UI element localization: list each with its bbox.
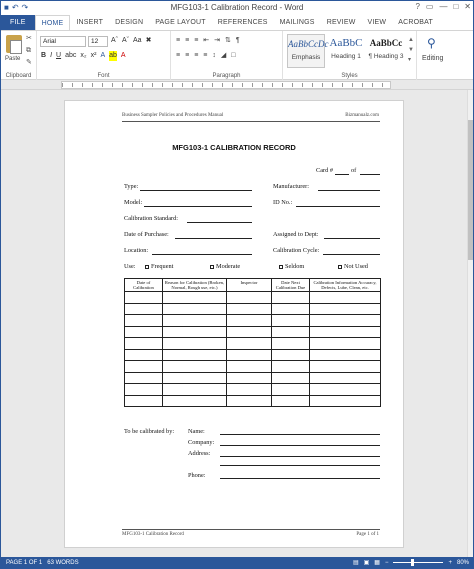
calibration-cycle-line[interactable] — [323, 254, 380, 255]
table-cell[interactable] — [310, 384, 381, 396]
clipboard-group — [1, 31, 37, 80]
font-label: Font — [97, 73, 110, 79]
ruler-tick — [212, 83, 213, 87]
close-icon[interactable]: ✕ — [464, 2, 471, 11]
footer-rule — [122, 529, 380, 530]
name-line[interactable] — [220, 434, 380, 435]
assigned-to-line[interactable] — [324, 238, 380, 239]
footer-left: MFG103-1 Calibration Record — [122, 532, 184, 537]
table-cell[interactable] — [163, 372, 227, 384]
ruler-tick — [262, 83, 263, 87]
ruler-tick — [142, 83, 143, 87]
checkbox-icon[interactable] — [279, 265, 283, 269]
table-cell[interactable] — [310, 349, 381, 361]
table-cell[interactable] — [163, 303, 227, 315]
header-right: Bizmanualz.com — [345, 113, 379, 118]
table-header-row — [125, 279, 381, 292]
id-label: ID No.: — [273, 199, 293, 206]
paragraph-row-1 — [176, 36, 240, 46]
table-cell[interactable] — [272, 384, 310, 396]
increase-indent-icon[interactable]: ⇥ — [214, 37, 221, 44]
ruler-tick — [232, 83, 233, 87]
ruler-tick — [102, 83, 103, 87]
checkbox-icon[interactable] — [145, 265, 149, 269]
table-cell[interactable] — [310, 372, 381, 384]
table-cell[interactable] — [227, 384, 272, 396]
table-cell[interactable] — [125, 303, 163, 315]
tab-references[interactable]: REFERENCES — [217, 19, 268, 26]
style-name: Emphasis — [291, 54, 321, 61]
table-cell[interactable] — [227, 349, 272, 361]
multilevel-list-icon[interactable]: ≡ — [194, 37, 199, 44]
table-row — [125, 292, 381, 304]
table-cell[interactable] — [272, 315, 310, 327]
table-cell[interactable] — [272, 326, 310, 338]
table-cell[interactable] — [227, 303, 272, 315]
table-cell[interactable] — [163, 395, 227, 407]
header-rule — [122, 121, 380, 122]
column-header: Calibration Information Accuracy, Defects, Lube, Clean, etc. — [310, 279, 381, 292]
bullets-icon[interactable]: ≡ — [176, 37, 181, 44]
style-sample: AaBbCc — [369, 38, 403, 48]
use-option-label: Frequent — [151, 263, 174, 270]
checkbox-icon[interactable] — [210, 265, 214, 269]
window-controls — [415, 2, 471, 11]
document-page[interactable] — [64, 100, 404, 548]
styles-label: Styles — [341, 73, 358, 79]
table-cell[interactable] — [125, 338, 163, 350]
ruler-tick — [72, 83, 73, 87]
style-name: Heading 1 — [331, 53, 361, 60]
editing-button[interactable]: Editing — [422, 55, 444, 62]
column-header: Date Next Calibration Due — [272, 279, 310, 292]
checkbox-icon[interactable] — [338, 265, 342, 269]
ruler-tick — [112, 83, 113, 87]
table-row — [125, 349, 381, 361]
table-row — [125, 361, 381, 373]
ribbon-tabs — [1, 15, 473, 30]
card-number-line[interactable] — [335, 174, 349, 175]
phone-label: Phone: — [188, 472, 206, 479]
print-layout-icon[interactable]: ▣ — [363, 560, 370, 566]
use-option-not-used[interactable] — [338, 263, 368, 270]
manufacturer-label: Manufacturer: — [273, 183, 310, 190]
ribbon — [1, 30, 473, 80]
table-cell[interactable] — [310, 303, 381, 315]
word-count[interactable]: 63 WORDS — [47, 559, 79, 566]
document-title: MFG103-1 CALIBRATION RECORD — [172, 143, 296, 152]
use-option-frequent[interactable] — [145, 263, 173, 270]
borders-icon[interactable]: □ — [231, 52, 236, 59]
chevron-up-icon[interactable]: ▲ — [408, 37, 414, 43]
id-line[interactable] — [296, 206, 380, 207]
change-case-icon[interactable]: Aa — [133, 37, 142, 44]
company-line[interactable] — [220, 445, 380, 446]
table-row — [125, 338, 381, 350]
table-cell[interactable] — [272, 338, 310, 350]
tab-design[interactable]: DESIGN — [115, 19, 144, 26]
footer-right: Page 1 of 1 — [356, 532, 379, 537]
table-cell[interactable] — [125, 349, 163, 361]
font-size-controls — [111, 36, 151, 46]
tab-view[interactable]: VIEW — [367, 19, 387, 26]
ruler-tick — [132, 83, 133, 87]
scrollbar-thumb[interactable] — [468, 120, 473, 260]
font-size-dropdown[interactable]: 12 — [88, 36, 108, 47]
header-left: Business Sampler Policies and Procedures Manual — [122, 113, 224, 118]
table-cell[interactable] — [310, 292, 381, 304]
style-heading-1[interactable] — [327, 34, 365, 68]
table-cell[interactable] — [125, 372, 163, 384]
assigned-to-label: Assigned to Dept: — [273, 231, 319, 238]
decrease-indent-icon[interactable]: ⇤ — [203, 37, 210, 44]
table-cell[interactable] — [272, 372, 310, 384]
table-cell[interactable] — [163, 292, 227, 304]
editing-group — [417, 31, 457, 80]
cut-icon[interactable]: ✂ — [26, 35, 32, 42]
font-group — [37, 31, 171, 80]
manufacturer-line[interactable] — [318, 190, 380, 191]
ruler-tick — [292, 83, 293, 87]
table-row — [125, 315, 381, 327]
date-of-purchase-line[interactable] — [175, 238, 252, 239]
ruler-tick — [342, 83, 343, 87]
card-of-label: of — [351, 167, 357, 174]
table-body — [125, 292, 381, 407]
table-cell[interactable] — [125, 384, 163, 396]
style-emphasis[interactable] — [287, 34, 329, 68]
zoom-slider[interactable] — [393, 562, 443, 563]
address-line-2[interactable] — [220, 465, 380, 466]
italic-icon[interactable]: I — [50, 52, 53, 59]
styles-group — [283, 31, 417, 80]
style-name: ¶ Heading 3 — [368, 53, 404, 60]
ruler-tick — [372, 83, 373, 87]
clear-formatting-icon[interactable]: ✖ — [145, 37, 152, 44]
format-painter-icon[interactable]: ✎ — [26, 59, 32, 66]
table-cell[interactable] — [227, 361, 272, 373]
redo-icon[interactable]: ↷ — [21, 3, 29, 12]
read-mode-icon[interactable]: ▤ — [352, 560, 359, 566]
tab-page-layout[interactable]: PAGE LAYOUT — [155, 19, 206, 26]
table-cell[interactable] — [272, 303, 310, 315]
type-line[interactable] — [140, 190, 252, 191]
table-cell[interactable] — [227, 326, 272, 338]
ruler-tick — [152, 83, 153, 87]
view-controls — [353, 559, 473, 566]
justify-icon[interactable]: ≡ — [203, 52, 208, 59]
web-layout-icon[interactable]: ▦ — [374, 560, 380, 566]
calibration-standard-line[interactable] — [187, 222, 252, 223]
clipboard-label: Clipboard — [5, 73, 32, 79]
ruler-tick — [362, 83, 363, 87]
calibration-table — [124, 278, 381, 407]
zoom-slider-thumb[interactable] — [411, 559, 414, 566]
ruler-tick — [222, 83, 223, 87]
help-icon[interactable]: ? — [415, 2, 420, 11]
table-cell[interactable] — [163, 349, 227, 361]
more-styles-icon[interactable]: ▾ — [408, 57, 412, 63]
ruler-tick — [382, 83, 383, 87]
ruler-tick — [172, 83, 173, 87]
document-workspace — [1, 90, 467, 557]
bold-icon[interactable]: B — [41, 52, 47, 59]
styles-scroll — [408, 36, 414, 64]
ruler-tick — [322, 83, 323, 87]
tab-mailings[interactable]: MAILINGS — [279, 19, 315, 26]
ruler-tick — [192, 83, 193, 87]
sort-icon[interactable]: ⇅ — [225, 37, 231, 44]
table-row — [125, 384, 381, 396]
status-bar — [1, 557, 473, 568]
table-cell[interactable] — [227, 338, 272, 350]
show-marks-icon[interactable]: ¶ — [235, 37, 240, 44]
column-header: Reason for Calibration (Broken, Normal, Rough use, etc.) — [163, 279, 227, 292]
use-option-seldom[interactable] — [279, 263, 304, 270]
font-format-row — [41, 51, 126, 61]
horizontal-ruler[interactable] — [61, 81, 391, 89]
address-line-1[interactable] — [220, 456, 380, 457]
table-cell[interactable] — [125, 395, 163, 407]
table-cell[interactable] — [227, 315, 272, 327]
table-cell[interactable] — [272, 395, 310, 407]
ruler-tick — [252, 83, 253, 87]
location-line[interactable] — [152, 254, 252, 255]
table-cell[interactable] — [163, 326, 227, 338]
table-cell[interactable] — [272, 292, 310, 304]
numbering-icon[interactable]: ≡ — [185, 37, 190, 44]
table-cell[interactable] — [310, 315, 381, 327]
table-cell[interactable] — [125, 326, 163, 338]
address-label: Address: — [188, 450, 211, 457]
shrink-font-icon[interactable]: Aˇ — [122, 37, 129, 44]
undo-icon[interactable]: ↶ — [11, 3, 19, 12]
font-color-icon[interactable]: A — [120, 52, 126, 59]
ruler-area — [1, 80, 473, 90]
ruler-tick — [202, 83, 203, 87]
style-sample: AaBbCcDc — [288, 39, 329, 49]
ruler-tick — [352, 83, 353, 87]
underline-icon[interactable]: U — [56, 52, 62, 59]
name-label: Name: — [188, 428, 205, 435]
use-option-label: Moderate — [216, 263, 241, 270]
superscript-icon[interactable]: x² — [90, 52, 97, 59]
table-cell[interactable] — [125, 292, 163, 304]
use-label: Use: — [124, 263, 136, 270]
page-count[interactable]: PAGE 1 OF 1 — [6, 559, 43, 566]
font-name-dropdown[interactable]: Arial — [40, 36, 86, 47]
ruler-tick — [302, 83, 303, 87]
ruler-tick — [62, 83, 63, 87]
table-row — [125, 372, 381, 384]
table-cell[interactable] — [310, 395, 381, 407]
calibrated-by-label: To be calibrated by: — [124, 428, 175, 435]
align-left-icon[interactable]: ≡ — [176, 52, 181, 59]
table-cell[interactable] — [163, 315, 227, 327]
table-cell[interactable] — [227, 372, 272, 384]
paragraph-label: Paragraph — [212, 73, 241, 79]
column-header: Date of Calibration — [125, 279, 163, 292]
use-option-moderate[interactable] — [210, 263, 240, 270]
minimize-icon[interactable]: — — [439, 2, 448, 11]
table-cell[interactable] — [272, 349, 310, 361]
table-cell[interactable] — [310, 361, 381, 373]
ruler-tick — [182, 83, 183, 87]
ribbon-display-icon[interactable]: ▭ — [425, 2, 434, 11]
save-icon[interactable]: ■ — [4, 3, 9, 12]
phone-line[interactable] — [220, 478, 380, 479]
zoom-level[interactable]: 80% — [456, 559, 469, 566]
table-row — [125, 303, 381, 315]
company-label: Company: — [188, 439, 215, 446]
column-header: Inspector — [227, 279, 272, 292]
table-row — [125, 326, 381, 338]
vertical-scrollbar[interactable] — [467, 90, 473, 557]
ruler-tick — [162, 83, 163, 87]
title-bar — [1, 1, 473, 15]
ruler-tick — [82, 83, 83, 87]
table-cell[interactable] — [163, 338, 227, 350]
maximize-icon[interactable]: □ — [453, 2, 459, 11]
copy-icon[interactable]: ⧉ — [26, 47, 31, 54]
paste-icon[interactable] — [6, 35, 22, 53]
zoom-in-icon[interactable]: + — [448, 559, 452, 566]
subscript-icon[interactable]: x₂ — [80, 52, 87, 59]
style-sample: AaBbC — [329, 37, 363, 49]
tab-acrobat[interactable]: ACROBAT — [398, 19, 433, 26]
window-title: MFG103-1 Calibration Record - Word — [170, 3, 304, 12]
calibration-cycle-label: Calibration Cycle: — [273, 247, 320, 254]
tab-insert[interactable]: INSERT — [76, 19, 104, 26]
type-label: Type: — [124, 183, 139, 190]
tab-home[interactable]: HOME — [35, 15, 71, 30]
model-line[interactable] — [144, 206, 252, 207]
ruler-tick — [92, 83, 93, 87]
tab-file[interactable]: FILE — [1, 15, 35, 30]
zoom-out-icon[interactable]: − — [384, 559, 389, 566]
ruler-tick — [312, 83, 313, 87]
ruler-tick — [272, 83, 273, 87]
align-right-icon[interactable]: ≡ — [194, 52, 199, 59]
table-cell[interactable] — [125, 315, 163, 327]
tab-review[interactable]: REVIEW — [326, 19, 356, 26]
table-row — [125, 395, 381, 407]
ruler-tick — [332, 83, 333, 87]
table-cell[interactable] — [310, 338, 381, 350]
table-cell[interactable] — [227, 395, 272, 407]
shading-icon[interactable]: ◢ — [220, 52, 227, 59]
highlight-icon[interactable]: ab — [109, 52, 117, 59]
ruler-tick — [122, 83, 123, 87]
ruler-tick — [242, 83, 243, 87]
clipboard-mini-icons — [26, 35, 32, 67]
date-of-purchase-label: Date of Purchase: — [124, 231, 169, 238]
chevron-down-icon[interactable]: ▼ — [408, 47, 414, 53]
line-spacing-icon[interactable]: ↕ — [212, 52, 216, 59]
table-cell[interactable] — [163, 361, 227, 373]
location-label: Location: — [124, 247, 149, 254]
find-icon[interactable]: ⚲ — [427, 36, 436, 50]
table-cell[interactable] — [163, 384, 227, 396]
text-effects-icon[interactable]: A — [100, 52, 106, 59]
ruler-tick — [282, 83, 283, 87]
paste-button[interactable]: Paste — [5, 56, 21, 62]
strikethrough-icon[interactable]: abc — [65, 52, 77, 59]
table-cell[interactable] — [272, 361, 310, 373]
table-cell[interactable] — [125, 361, 163, 373]
grow-font-icon[interactable]: Aˆ — [111, 37, 118, 44]
table-cell[interactable] — [310, 326, 381, 338]
calibration-standard-label: Calibration Standard: — [124, 215, 179, 222]
model-label: Model: — [124, 199, 143, 206]
use-option-label: Seldom — [285, 263, 305, 270]
table-cell[interactable] — [227, 292, 272, 304]
align-center-icon[interactable]: ≡ — [185, 52, 190, 59]
style-heading-3[interactable] — [367, 34, 405, 68]
paragraph-group — [171, 31, 283, 80]
card-total-line[interactable] — [360, 174, 380, 175]
use-option-label: Not Used — [344, 263, 368, 270]
card-label: Card # — [316, 167, 333, 174]
paragraph-row-2 — [176, 51, 236, 61]
